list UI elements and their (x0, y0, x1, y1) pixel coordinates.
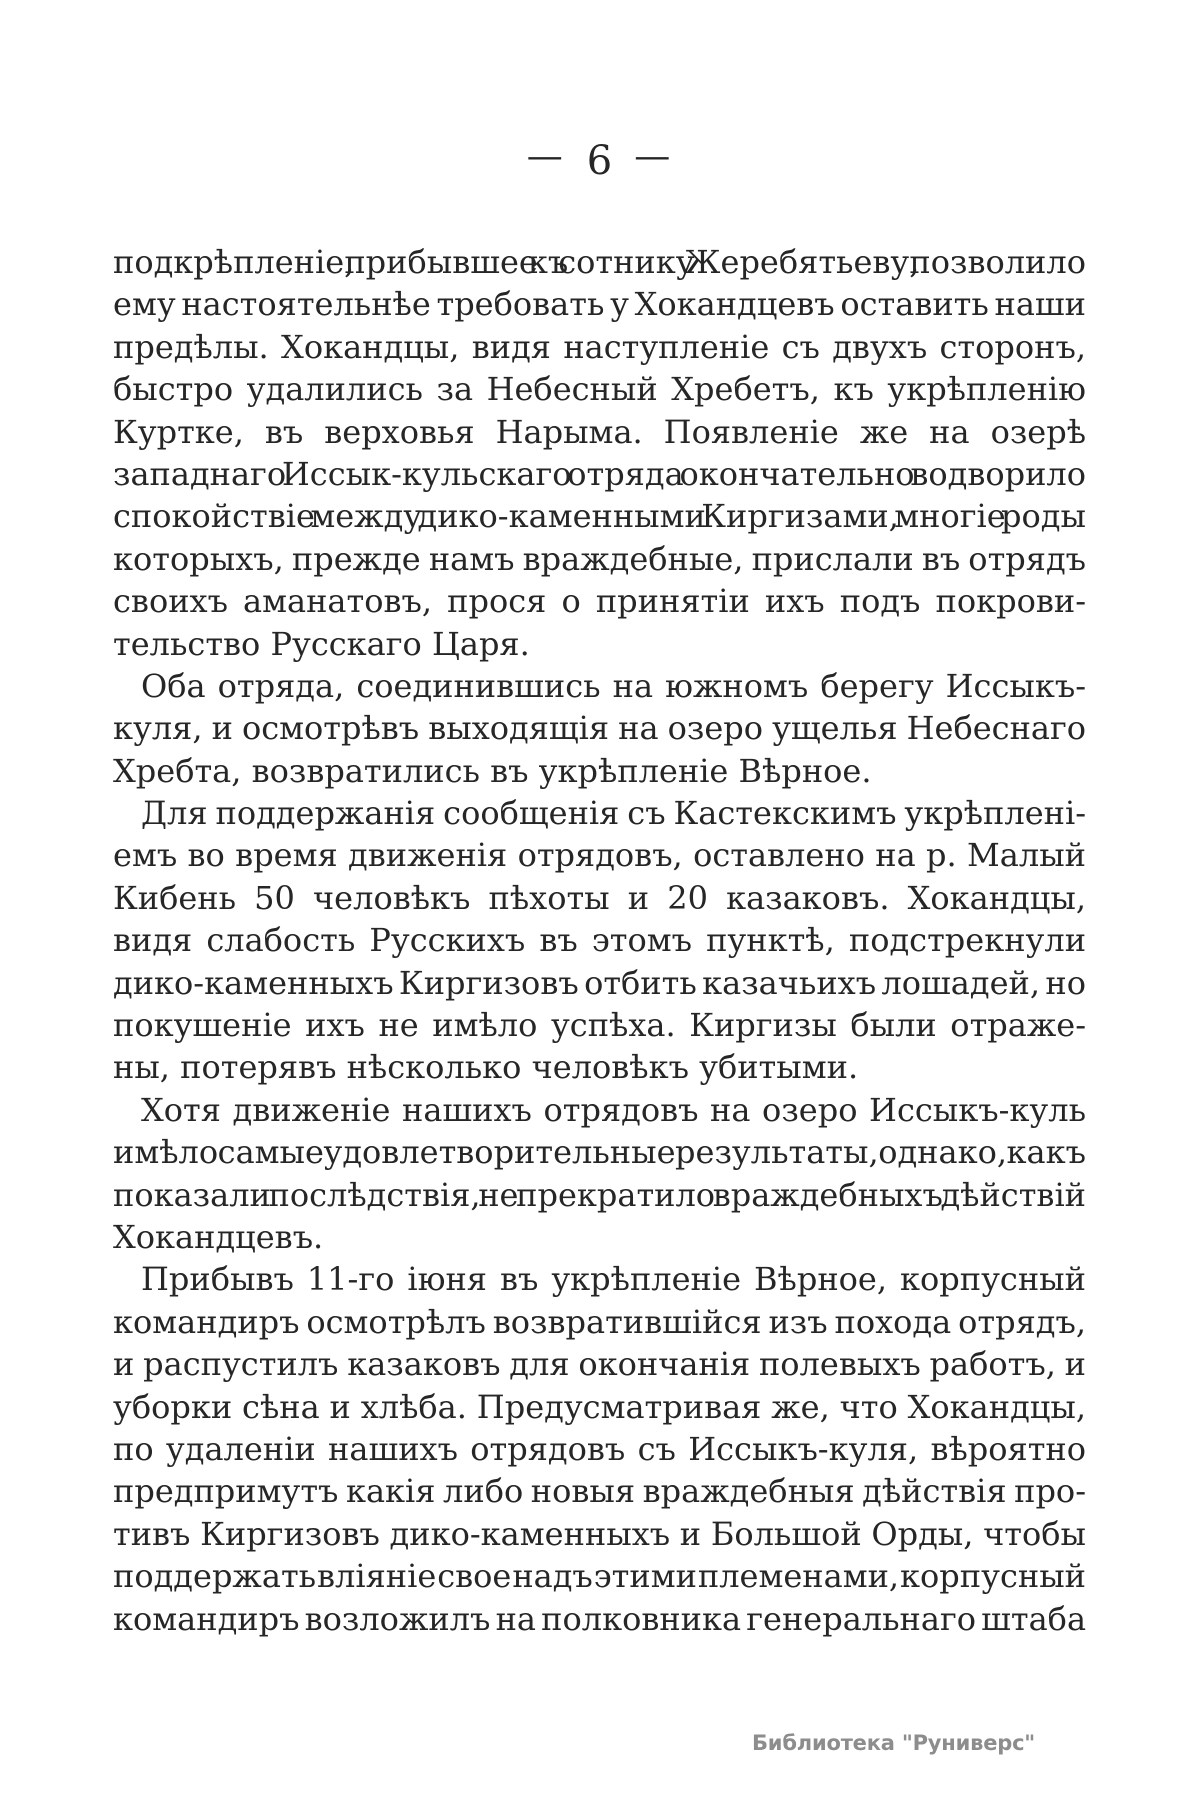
text-line (113, 1131, 1086, 1173)
text-line-content: тивъ Киргизовъ дико-каменныхъ и Большой Орды, чтобы (113, 1514, 1086, 1553)
text-line (113, 1513, 1086, 1555)
text-line-content: спокойствіе между дико-каменными Киргизами, многіе роды (113, 497, 1086, 536)
text-line (113, 834, 1086, 876)
text-line-content: быстро удалились за Небесный Хребетъ, къ укрѣпленію (113, 370, 1086, 409)
header-dash-right: — (634, 136, 673, 177)
text-line (113, 495, 1086, 537)
text-line (113, 283, 1086, 325)
library-watermark: Библиотека "Руниверс" (752, 1731, 1036, 1755)
text-line-content: покушеніе ихъ не имѣло успѣха. Киргизы были отраже- (113, 1006, 1087, 1045)
text-line-content: видя слабость Русскихъ въ этомъ пунктѣ, подстрекнули (113, 921, 1087, 960)
text-line (113, 1046, 1086, 1088)
text-line-content: Куртке, въ верховья Нарыма. Появленіе же на озерѣ (113, 412, 1087, 451)
text-line (113, 1174, 1086, 1216)
text-line-content: командиръ осмотрѣлъ возвратившійся изъ похода отрядъ, (113, 1302, 1086, 1341)
text-line-content: которыхъ, прежде намъ враждебные, прислали въ отрядъ (113, 539, 1087, 578)
text-line-content: тельство Русскаго Царя. (113, 624, 530, 663)
text-line-content: командиръ возложилъ на полковника генеральнаго штаба (113, 1599, 1087, 1638)
text-line (113, 1343, 1086, 1385)
text-line (113, 1386, 1086, 1428)
text-line-content: Хотя движеніе нашихъ отрядовъ на озеро Иссыкъ-куль (141, 1090, 1087, 1129)
text-line-content: Кибень 50 человѣкъ пѣхоты и 20 казаковъ. Хокандцы, (113, 878, 1087, 917)
text-line (113, 1470, 1086, 1512)
page-text-block (113, 241, 1086, 1640)
text-line (113, 241, 1086, 283)
text-line (113, 665, 1086, 707)
text-line-content: западнаго Иссык-кульскаго отряда окончательно водворило (113, 454, 1087, 493)
text-line-content: подкрѣпленіе, прибывшее къ сотнику Жеребятьеву, позволило (113, 243, 1086, 281)
text-line (113, 919, 1086, 961)
text-line (113, 623, 1086, 665)
text-line (113, 792, 1086, 834)
text-line (113, 368, 1086, 410)
text-line-content: своихъ аманатовъ, прося о принятіи ихъ подъ покрови- (113, 582, 1087, 621)
text-line (113, 750, 1086, 792)
text-line (113, 1089, 1086, 1131)
text-line (113, 707, 1086, 749)
text-line-content: предѣлы. Хокандцы, видя наступленіе съ двухъ сторонъ, (113, 327, 1087, 366)
text-line (113, 1258, 1086, 1300)
text-line-content: показали послѣдствія, не прекратило враждебныхъ дѣйствій (113, 1175, 1087, 1214)
text-line (113, 962, 1086, 1004)
text-line-content: Хокандцевъ. (113, 1217, 324, 1256)
text-line-content: Прибывъ 11-го іюня въ укрѣпленіе Вѣрное, корпусный (141, 1260, 1086, 1299)
text-line (113, 411, 1086, 453)
text-line-content: ны, потерявъ нѣсколько человѣкъ убитыми. (113, 1048, 859, 1087)
page-header (113, 136, 1086, 184)
text-line-content: и распустилъ казаковъ для окончанія полевыхъ работъ, и (113, 1345, 1087, 1384)
text-line (113, 1428, 1086, 1470)
text-line (113, 1301, 1086, 1343)
text-line (113, 877, 1086, 919)
text-line (113, 326, 1086, 368)
text-line-content: поддержать вліяніе свое надъ этими племенами, корпусный (113, 1557, 1086, 1596)
text-line (113, 1004, 1086, 1046)
text-line-content: емъ во время движенія отрядовъ, оставлено на р. Малый (113, 836, 1087, 875)
text-line-content: Для поддержанія сообщенія съ Кастекскимъ укрѣплені- (141, 794, 1086, 833)
text-line (113, 453, 1086, 495)
text-line-content: имѣло самые удовлетворительные результаты, однако, какъ (113, 1133, 1086, 1172)
text-line-content: уборки сѣна и хлѣба. Предусматривая же, что Хокандцы, (113, 1387, 1087, 1426)
header-dash-left: — (526, 136, 565, 177)
text-line (113, 580, 1086, 622)
text-line (113, 538, 1086, 580)
text-line-content: Хребта, возвратились въ укрѣпленіе Вѣрное. (113, 751, 872, 790)
text-line-content: Оба отряда, соединившись на южномъ берегу Иссыкъ- (141, 666, 1087, 705)
text-line (113, 1598, 1086, 1640)
text-line-content: дико-каменныхъ Киргизовъ отбить казачьихъ лошадей, но (113, 963, 1086, 1002)
text-line-content: предпримутъ какія либо новыя враждебныя дѣйствія про- (113, 1472, 1087, 1511)
text-line (113, 1555, 1086, 1597)
text-line-content: куля, и осмотрѣвъ выходящія на озеро ущелья Небеснаго (113, 709, 1087, 748)
text-line (113, 1216, 1086, 1258)
text-line-content: по удаленіи нашихъ отрядовъ съ Иссыкъ-куля, вѣроятно (113, 1429, 1087, 1468)
page-number: 6 (586, 138, 613, 184)
text-line-content: ему настоятельнѣе требовать у Хокандцевъ оставить наши (113, 285, 1086, 324)
